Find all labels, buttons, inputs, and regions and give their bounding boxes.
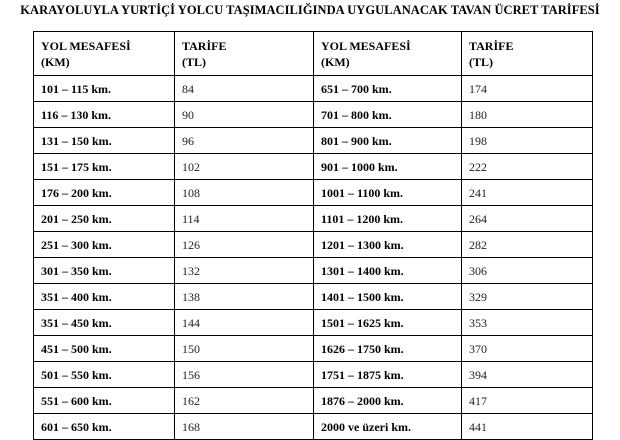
distance-cell: 2000 ve üzeri km.: [314, 414, 462, 440]
table-row: [34, 102, 593, 128]
tariff-body: [34, 76, 593, 440]
fee-cell: 180: [462, 102, 593, 128]
table-row: [34, 180, 593, 206]
header-fee-unit: (TL): [182, 54, 206, 69]
fee-cell: 96: [175, 128, 314, 154]
page-title: KARAYOLUYLA YURTİÇİ YOLCU TAŞIMACILIĞINDA UYGULANACAK TAVAN ÜCRET TARİFESİ: [20, 3, 600, 17]
distance-cell: 176 – 200 km.: [34, 180, 175, 206]
table-row: [34, 336, 593, 362]
table-row: [34, 310, 593, 336]
distance-cell: 451 – 500 km.: [34, 336, 175, 362]
table-header-row: [34, 32, 593, 76]
header-fee-unit: (TL): [469, 54, 493, 69]
fee-cell: 162: [175, 388, 314, 414]
tariff-table: [33, 31, 593, 440]
header-fee-right: [462, 32, 593, 76]
fee-cell: 156: [175, 362, 314, 388]
distance-cell: 701 – 800 km.: [314, 102, 462, 128]
distance-cell: 1301 – 1400 km.: [314, 258, 462, 284]
distance-cell: 1401 – 1500 km.: [314, 284, 462, 310]
distance-cell: 116 – 130 km.: [34, 102, 175, 128]
distance-cell: 151 – 175 km.: [34, 154, 175, 180]
distance-cell: 351 – 400 km.: [34, 284, 175, 310]
distance-cell: 131 – 150 km.: [34, 128, 175, 154]
header-fee-label: TARİFE: [469, 38, 514, 53]
fee-cell: 114: [175, 206, 314, 232]
table-row: [34, 258, 593, 284]
table-row: [34, 388, 593, 414]
header-distance-unit: (KM): [321, 54, 350, 69]
distance-cell: 1751 – 1875 km.: [314, 362, 462, 388]
fee-cell: 138: [175, 284, 314, 310]
distance-cell: 351 – 450 km.: [34, 310, 175, 336]
distance-cell: 101 – 115 km.: [34, 76, 175, 102]
distance-cell: 1001 – 1100 km.: [314, 180, 462, 206]
distance-cell: 1876 – 2000 km.: [314, 388, 462, 414]
fee-cell: 329: [462, 284, 593, 310]
fee-cell: 108: [175, 180, 314, 206]
fee-cell: 84: [175, 76, 314, 102]
distance-cell: 301 – 350 km.: [34, 258, 175, 284]
distance-cell: 1101 – 1200 km.: [314, 206, 462, 232]
fee-cell: 222: [462, 154, 593, 180]
fee-cell: 417: [462, 388, 593, 414]
fee-cell: 150: [175, 336, 314, 362]
fee-cell: 126: [175, 232, 314, 258]
header-distance-left: [34, 32, 175, 76]
fee-cell: 353: [462, 310, 593, 336]
table-row: [34, 128, 593, 154]
fee-cell: 198: [462, 128, 593, 154]
distance-cell: 501 – 550 km.: [34, 362, 175, 388]
header-distance-right: [314, 32, 462, 76]
fee-cell: 370: [462, 336, 593, 362]
fee-cell: 168: [175, 414, 314, 440]
distance-cell: 651 – 700 km.: [314, 76, 462, 102]
fee-cell: 282: [462, 232, 593, 258]
fee-cell: 144: [175, 310, 314, 336]
header-distance-label: YOL MESAFESİ: [321, 38, 411, 53]
fee-cell: 306: [462, 258, 593, 284]
fee-cell: 90: [175, 102, 314, 128]
fee-cell: 132: [175, 258, 314, 284]
distance-cell: 551 – 600 km.: [34, 388, 175, 414]
header-distance-label: YOL MESAFESİ: [41, 38, 131, 53]
table-row: [34, 232, 593, 258]
header-distance-unit: (KM): [41, 54, 70, 69]
fee-cell: 174: [462, 76, 593, 102]
table-row: [34, 76, 593, 102]
header-fee-left: [175, 32, 314, 76]
fee-cell: 441: [462, 414, 593, 440]
distance-cell: 201 – 250 km.: [34, 206, 175, 232]
distance-cell: 251 – 300 km.: [34, 232, 175, 258]
header-fee-label: TARİFE: [182, 38, 227, 53]
distance-cell: 1626 – 1750 km.: [314, 336, 462, 362]
fee-cell: 102: [175, 154, 314, 180]
table-row: [34, 284, 593, 310]
distance-cell: 801 – 900 km.: [314, 128, 462, 154]
distance-cell: 901 – 1000 km.: [314, 154, 462, 180]
fee-cell: 264: [462, 206, 593, 232]
fee-cell: 394: [462, 362, 593, 388]
distance-cell: 601 – 650 km.: [34, 414, 175, 440]
distance-cell: 1201 – 1300 km.: [314, 232, 462, 258]
table-row: [34, 206, 593, 232]
table-row: [34, 154, 593, 180]
table-row: [34, 362, 593, 388]
distance-cell: 1501 – 1625 km.: [314, 310, 462, 336]
fee-cell: 241: [462, 180, 593, 206]
